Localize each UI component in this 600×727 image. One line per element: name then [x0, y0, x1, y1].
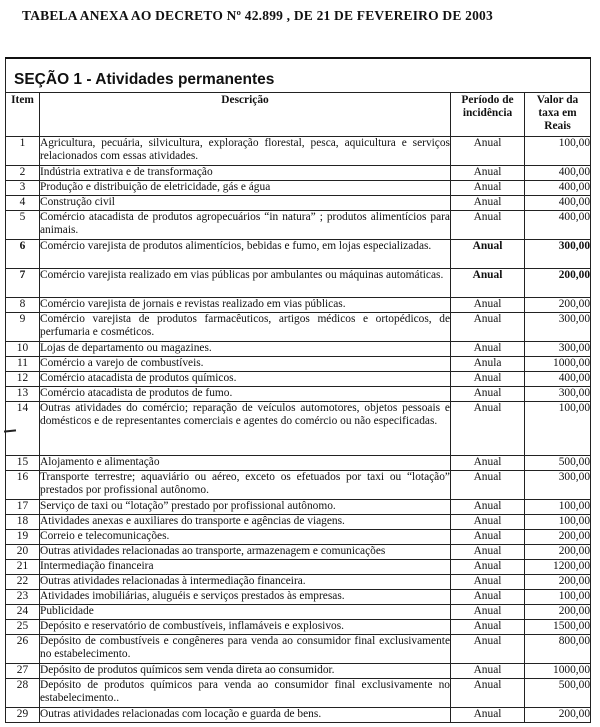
- header-periodo: Período de incidência: [451, 93, 525, 137]
- table-row: [6, 342, 591, 357]
- periodo-cell: Anual: [451, 298, 525, 313]
- periodo-cell: Anual: [451, 211, 525, 240]
- valor-cell: 300,00: [525, 342, 591, 357]
- periodo-cell: Anual: [451, 500, 525, 515]
- periodo-cell: Anual: [451, 530, 525, 545]
- section-label: SEÇÃO 1 - Atividades permanentes: [6, 58, 591, 93]
- item-cell: 15: [6, 456, 40, 471]
- fee-table: [5, 57, 591, 723]
- valor-cell: 100,00: [525, 137, 591, 166]
- valor-cell: 300,00: [525, 471, 591, 500]
- valor-cell: 100,00: [525, 500, 591, 515]
- valor-cell: 400,00: [525, 181, 591, 196]
- valor-cell: 1200,00: [525, 560, 591, 575]
- periodo-cell: Anual: [451, 515, 525, 530]
- periodo-cell: Anual: [451, 560, 525, 575]
- table-row: [6, 708, 591, 723]
- table-row: [6, 635, 591, 664]
- descricao-cell: Construção civil: [40, 196, 451, 211]
- periodo-cell: Anual: [451, 471, 525, 500]
- descricao-cell: Depósito de produtos químicos para venda ao consumidor final exclusivamente no estabelecimento..: [40, 679, 451, 708]
- item-cell: 16: [6, 471, 40, 500]
- page-title: TABELA ANEXA AO DECRETO Nº 42.899 , DE 21 DE FEVEREIRO DE 2003: [22, 8, 493, 23]
- table-row: [6, 181, 591, 196]
- periodo-cell: Anual: [451, 137, 525, 166]
- valor-cell: 300,00: [525, 240, 591, 269]
- item-cell: 29: [6, 708, 40, 723]
- descricao-cell: Depósito e reservatório de combustíveis, inflamáveis e explosivos.: [40, 620, 451, 635]
- valor-cell: 400,00: [525, 196, 591, 211]
- item-cell: 25: [6, 620, 40, 635]
- descricao-cell: Outras atividades relacionadas à intermediação financeira.: [40, 575, 451, 590]
- table-row: [6, 471, 591, 500]
- table-row: [6, 240, 591, 269]
- valor-cell: 1000,00: [525, 357, 591, 372]
- valor-cell: 1500,00: [525, 620, 591, 635]
- valor-cell: 200,00: [525, 530, 591, 545]
- table-row: [6, 387, 591, 402]
- table-row: [6, 372, 591, 387]
- periodo-cell: Anual: [451, 708, 525, 723]
- item-cell: 18: [6, 515, 40, 530]
- periodo-cell: Anual: [451, 575, 525, 590]
- item-cell: 6: [6, 240, 40, 269]
- item-cell: 11: [6, 357, 40, 372]
- table-row: [6, 664, 591, 679]
- table-row: [6, 590, 591, 605]
- descricao-cell: Intermediação financeira: [40, 560, 451, 575]
- item-cell: 21: [6, 560, 40, 575]
- valor-cell: 200,00: [525, 298, 591, 313]
- item-cell: 10: [6, 342, 40, 357]
- item-cell: 20: [6, 545, 40, 560]
- valor-cell: 500,00: [525, 679, 591, 708]
- descricao-cell: Outras atividades do comércio; reparação de veículos automotores, objetos pessoais e domésticos e de representantes comerciais e agentes do comércio ou não especificadas.: [40, 402, 451, 456]
- table-row: [6, 357, 591, 372]
- descricao-cell: Lojas de departamento ou magazines.: [40, 342, 451, 357]
- header-descricao: Descrição: [40, 93, 451, 137]
- header-valor: Valor da taxa em Reais: [525, 93, 591, 137]
- valor-cell: 800,00: [525, 635, 591, 664]
- periodo-cell: Anual: [451, 166, 525, 181]
- table-row: [6, 515, 591, 530]
- item-cell: 27: [6, 664, 40, 679]
- item-cell: 8: [6, 298, 40, 313]
- descricao-cell: Comércio atacadista de produtos de fumo.: [40, 387, 451, 402]
- valor-cell: 400,00: [525, 211, 591, 240]
- valor-cell: 200,00: [525, 708, 591, 723]
- table-row: [6, 679, 591, 708]
- periodo-cell: Anual: [451, 635, 525, 664]
- table-row: [6, 605, 591, 620]
- item-cell: 3: [6, 181, 40, 196]
- item-cell: 22: [6, 575, 40, 590]
- periodo-cell: Anual: [451, 402, 525, 456]
- descricao-cell: Comércio atacadista de produtos químicos.: [40, 372, 451, 387]
- descricao-cell: Comércio a varejo de combustíveis.: [40, 357, 451, 372]
- item-cell: 2: [6, 166, 40, 181]
- periodo-cell: Anual: [451, 456, 525, 471]
- periodo-cell: Anual: [451, 372, 525, 387]
- valor-cell: 100,00: [525, 590, 591, 605]
- periodo-cell: Anula: [451, 357, 525, 372]
- descricao-cell: Comércio varejista de produtos alimentícios, bebidas e fumo, em lojas especializadas.: [40, 240, 451, 269]
- valor-cell: 200,00: [525, 269, 591, 298]
- valor-cell: 1000,00: [525, 664, 591, 679]
- periodo-cell: Anual: [451, 313, 525, 342]
- table-row: [6, 402, 591, 456]
- table-row: [6, 500, 591, 515]
- periodo-cell: Anual: [451, 387, 525, 402]
- table-row: [6, 560, 591, 575]
- valor-cell: 200,00: [525, 605, 591, 620]
- item-cell: 19: [6, 530, 40, 545]
- descricao-cell: Depósito de produtos químicos sem venda direta ao consumidor.: [40, 664, 451, 679]
- periodo-cell: Anual: [451, 620, 525, 635]
- descricao-cell: Produção e distribuição de eletricidade, gás e água: [40, 181, 451, 196]
- table-row: [6, 456, 591, 471]
- descricao-cell: Agricultura, pecuária, silvicultura, exploração florestal, pesca, aquicultura e serviços relacionados com essas atividades.: [40, 137, 451, 166]
- periodo-cell: Anual: [451, 590, 525, 605]
- descricao-cell: Publicidade: [40, 605, 451, 620]
- item-cell: 12: [6, 372, 40, 387]
- item-cell: 4: [6, 196, 40, 211]
- descricao-cell: Correio e telecomunicações.: [40, 530, 451, 545]
- table-row: [6, 545, 591, 560]
- periodo-cell: Anual: [451, 545, 525, 560]
- descricao-cell: Comércio varejista de produtos farmacêuticos, artigos médicos e ortopédicos, de perfumaria e cosméticos.: [40, 313, 451, 342]
- periodo-cell: Anual: [451, 240, 525, 269]
- valor-cell: 300,00: [525, 387, 591, 402]
- periodo-cell: Anual: [451, 342, 525, 357]
- table-row: [6, 313, 591, 342]
- item-cell: 26: [6, 635, 40, 664]
- table-row: [6, 166, 591, 181]
- periodo-cell: Anual: [451, 664, 525, 679]
- header-row: [6, 93, 591, 137]
- valor-cell: 400,00: [525, 372, 591, 387]
- descricao-cell: Comércio varejista realizado em vias públicas por ambulantes ou máquinas automáticas.: [40, 269, 451, 298]
- table-row: [6, 196, 591, 211]
- descricao-cell: Atividades imobiliárias, aluguéis e serviços prestados às empresas.: [40, 590, 451, 605]
- periodo-cell: Anual: [451, 181, 525, 196]
- valor-cell: 100,00: [525, 402, 591, 456]
- table-row: [6, 211, 591, 240]
- valor-cell: 200,00: [525, 575, 591, 590]
- item-cell: 14: [6, 402, 40, 456]
- descricao-cell: Indústria extrativa e de transformação: [40, 166, 451, 181]
- section-row: [6, 58, 591, 93]
- descricao-cell: Comércio atacadista de produtos agropecuários “in natura” ; produtos alimentícios para animais.: [40, 211, 451, 240]
- periodo-cell: Anual: [451, 269, 525, 298]
- descricao-cell: Comércio varejista de jornais e revistas realizado em vias públicas.: [40, 298, 451, 313]
- table-row: [6, 620, 591, 635]
- item-cell: 23: [6, 590, 40, 605]
- valor-cell: 100,00: [525, 515, 591, 530]
- periodo-cell: Anual: [451, 605, 525, 620]
- descricao-cell: Atividades anexas e auxiliares do transporte e agências de viagens.: [40, 515, 451, 530]
- table-row: [6, 298, 591, 313]
- descricao-cell: Outras atividades relacionadas ao transporte, armazenagem e comunicações: [40, 545, 451, 560]
- table-row: [6, 575, 591, 590]
- item-cell: 24: [6, 605, 40, 620]
- descricao-cell: Depósito de combustíveis e congêneres para venda ao consumidor final exclusivamente no estabelecimento.: [40, 635, 451, 664]
- item-cell: 1: [6, 137, 40, 166]
- table-row: [6, 530, 591, 545]
- descricao-cell: Alojamento e alimentação: [40, 456, 451, 471]
- item-cell: 13: [6, 387, 40, 402]
- valor-cell: 200,00: [525, 545, 591, 560]
- item-cell: 9: [6, 313, 40, 342]
- header-item: Item: [6, 93, 40, 137]
- table-row: [6, 269, 591, 298]
- periodo-cell: Anual: [451, 679, 525, 708]
- valor-cell: 500,00: [525, 456, 591, 471]
- item-cell: 28: [6, 679, 40, 708]
- periodo-cell: Anual: [451, 196, 525, 211]
- valor-cell: 400,00: [525, 166, 591, 181]
- descricao-cell: Serviço de taxi ou “lotação” prestado por profissional autônomo.: [40, 500, 451, 515]
- descricao-cell: Transporte terrestre; aquaviário ou aéreo, exceto os efetuados por taxi ou “lotação” prestados por profissional autônomo.: [40, 471, 451, 500]
- valor-cell: 300,00: [525, 313, 591, 342]
- table-row: [6, 137, 591, 166]
- item-cell: 5: [6, 211, 40, 240]
- item-cell: 17: [6, 500, 40, 515]
- descricao-cell: Outras atividades relacionadas com locação e guarda de bens.: [40, 708, 451, 723]
- item-cell: 7: [6, 269, 40, 298]
